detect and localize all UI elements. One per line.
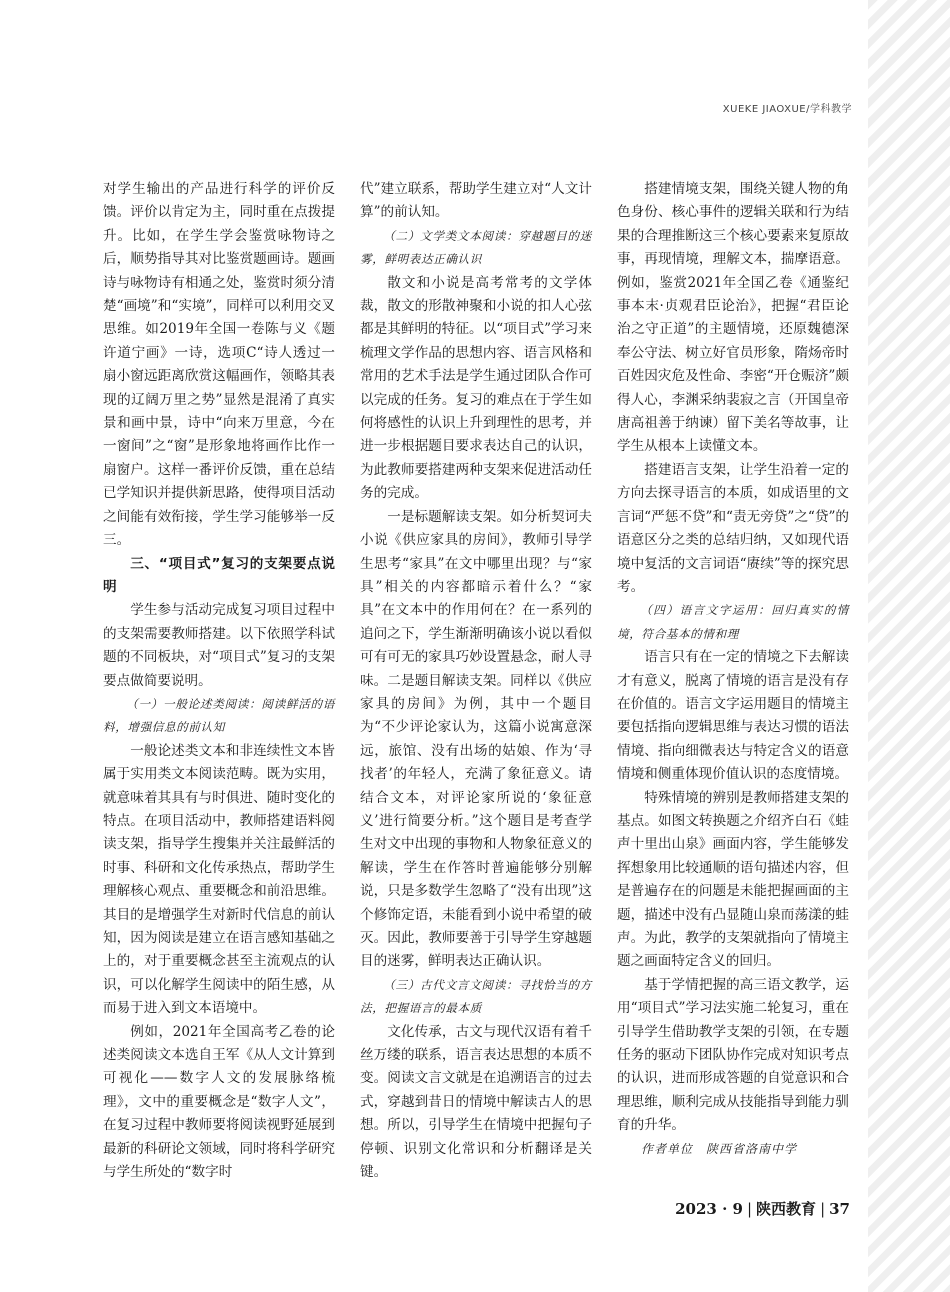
decorative-stripe [868,0,950,1292]
paragraph: 代”建立联系，帮助学生建立对“人文计算”的前认知。 [360,181,592,221]
magazine-name: 陕西教育 [756,1200,817,1218]
paragraph: 文化传承，古文与现代汉语有着千丝万缕的联系，语言表达思想的本质不变。阅读文言文就是在追溯语言的过去式，穿越到昔日的情境中解读古人的思想。所以，引导学生在情境中把握句子停顿、识别文化常识和分析翻译是关键。 [360,1023,592,1181]
subheading: （二）文学类文本阅读：穿越题目的迷雾，鲜明表达正确认识 [360,228,592,267]
author-affiliation: 作者单位 陕西省洛南中学 [641,1141,798,1156]
column-1 [103,178,335,1184]
subheading: （四）语言文字运用：回归真实的情境，符合基本的情和理 [617,603,849,641]
paragraph: 学生参与活动完成复习项目过程中的支架需要教师搭建。以下依照学科试题的不同板块，对“项目式”复习的支架要点做简要说明。 [103,602,335,689]
paragraph: 散文和小说是高考常考的文学体裁，散文的形散神聚和小说的扣人心弦都是其鲜明的特征。以“项目式”学习来梳理文学作品的思想内容、语言风格和常用的艺术手法是学生通过团队合作可以完成的任务。复习的难点在于学生如何将感性的认识上升到理性的思考，并进一步根据题目要求表达自己的认识，为此教师要搭建两种支架来促进活动任务的完成。 [360,274,592,502]
column-2 [360,178,592,1184]
paragraph: 例如，2021年全国高考乙卷的论述类阅读文本选自王军《从人文计算到可视化——数字人文的发展脉络梳理》，文中的重要概念是“数字人文”，在复习过程中教师要将阅读视野延展到最新的科研论文领域，同时将科学研究与学生所处的“数字时 [103,1023,335,1181]
subheading: （三）古代文言文阅读：寻找恰当的方法，把握语言的最本质 [360,977,592,1016]
paragraph: 基于学情把握的高三语文教学，运用“项目式”学习法实施二轮复习，重在引导学生借助教学支架的引领，在专题任务的驱动下团队协作完成对知识考点的认识，进而形成答题的自觉意识和合理思维，顺利完成从技能指导到能力驯育的升华。 [617,976,849,1134]
page-footer [675,1198,850,1219]
paragraph: 搭建情境支架，围绕关键人物的角色身份、核心事件的逻辑关联和行为结果的合理推断这三个核心要素来复原故事，再现情境，理解文本，揣摩语意。例如，鉴赏2021年全国乙卷《通鉴纪事本末·贞观君臣论治》，把握“君臣论治之守正道”的主题情境，还原魏德深奉公守法、树立好官员形象，隋炀帝时百姓因灾危及性命、李密“开仓赈济”颇得人心，李渊采纳裴寂之言（开国皇帝唐高祖善于纳谏）留下美名等故事，让学生从根本上读懂文本。 [617,181,849,455]
page-number: 37 [829,1200,850,1218]
paragraph: 语言只有在一定的情境之下去解读才有意义，脱离了情境的语言是没有存在价值的。语言文字运用题目的情境主要包括指向逻辑思维与表达习惯的语法情境、指向细微表达与特定含义的语意情境和侧重体现价值认识的态度情境。 [617,649,849,783]
divider: | [820,1200,826,1218]
paragraph: 特殊情境的辨别是教师搭建支架的基点。如图文转换题之介绍齐白石《蛙声十里出山泉》画面内容，学生能够发挥想象用比较通顺的语句描述内容，但是普遍存在的问题是未能把握画面的主题，描述中没有凸显随山泉而荡漾的蛙声。为此，教学的支架就指向了情境主题之画面特定含义的回归。 [617,789,849,970]
paragraph: 一般论述类文本和非连续性文本皆属于实用类文本阅读范畴。既为实用，就意味着其具有与时俱进、随时变化的特点。在项目活动中，教师搭建语料阅读支架，指导学生搜集并关注最鲜活的时事、科研和文化传承热点，帮助学生理解核心观点、重要概念和前沿思维。其目的是增强学生对新时代信息的前认知，因为阅读是建立在语言感知基础之上的，对于重要概念甚至主流观点的认识，可以化解学生阅读中的陌生感，从而易于进入到文本语境中。 [103,742,335,1017]
column-3 [617,178,849,1161]
subheading: （一）一般论述类阅读：阅读鲜活的语料，增强信息的前认知 [103,696,335,735]
issue-date: 2023 · 9 [675,1200,743,1218]
paragraph: 对学生输出的产品进行科学的评价反馈。评价以肯定为主，同时重在点拨提升。比如，在学生学会鉴赏咏物诗之后，顺势指导其对比鉴赏题画诗。题画诗与咏物诗有相通之处，鉴赏时须分清楚“画境”和“实境”，同样可以利用交叉思维。如2019年全国一卷陈与义《题许道宁画》一诗，选项C“诗人透过一扇小窗远距离欣赏这幅画作，领略其表现的辽阔万里之势”显然是混淆了真实景和画中景，诗中“向来万里意，今在一窗间”之“窗”是形象地将画作比作一扇窗户。这样一番评价反馈，重在总结已学知识并提供新思路，使得项目活动之间能有效衔接，学生学习能够举一反三。 [103,181,335,549]
paragraph: 一是标题解读支架。如分析契诃夫小说《供应家具的房间》，教师引导学生思考“家具”在文中哪里出现？与“家具”相关的内容都暗示着什么？“家具”在文本中的作用何在？在一系列的追问之下，学生渐渐明确该小说以看似可有可无的家具巧妙设置悬念，耐人寻味。二是题目解读支架。同样以《供应家具的房间》为例，其中一个题目为“不少评论家认为，这篇小说寓意深远，旅馆、没有出场的姑娘、作为‘寻找者’的年轻人，充满了象征意义。请结合文本，对评论家所说的‘象征意义’进行简要分析。”这个题目是考查学生对文中出现的事物和人物象征意义的解读，学生在作答时普遍能够分别解说，只是多数学生忽略了“没有出现”这个修饰定语，未能看到小说中希望的破灭。因此，教师要善于引导学生穿越题目的迷雾，鲜明表达正确认识。 [360,508,592,970]
paragraph: 搭建语言支架，让学生沿着一定的方向去探寻语言的本质，如成语里的文言词“严惩不贷”和“责无旁贷”之“贷”的语意区分之类的总结归纳，又如现代语境中复活的文言词语“赓续”等的探究思考。 [617,461,850,595]
running-head: XUEKE JIAOXUE/学科教学 [722,104,852,115]
divider: | [746,1200,753,1218]
section-heading: 三、“项目式”复习的支架要点说明 [103,555,335,595]
